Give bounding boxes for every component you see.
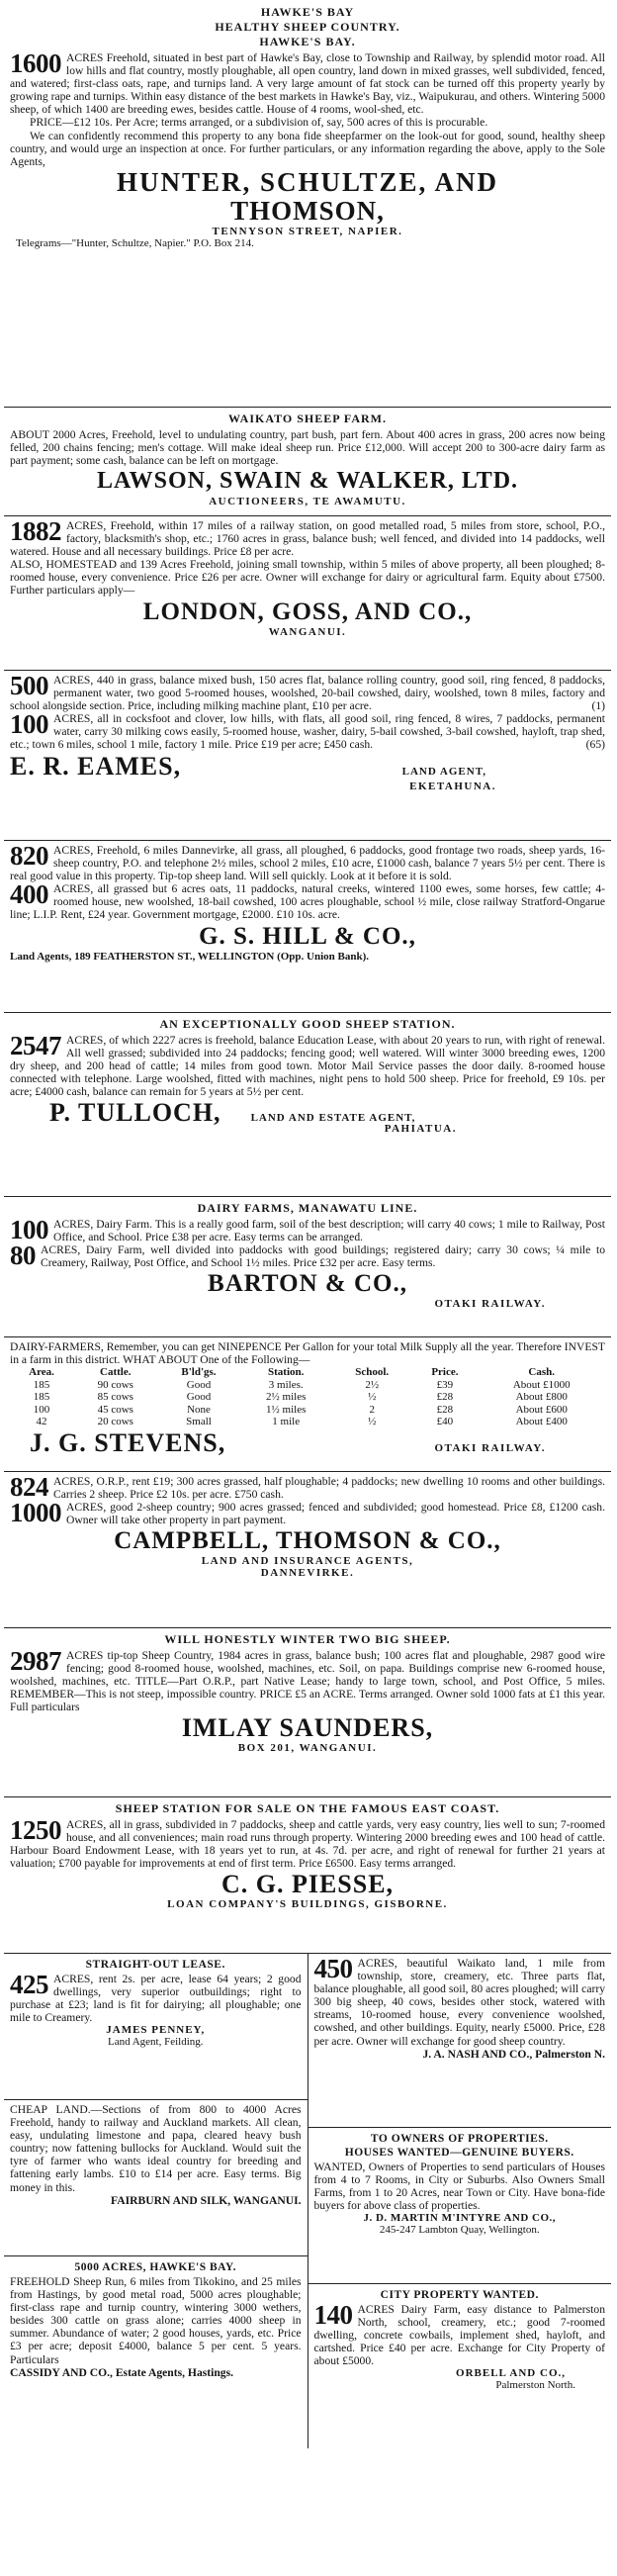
ad-header: WAIKATO SHEEP FARM. <box>227 412 388 425</box>
acreage: 820 <box>10 841 48 871</box>
table-cell: 90 cows <box>97 1378 133 1391</box>
ad-intro: DAIRY-FARMERS, Remember, you can get NINEPENCE Per Gallon for your total Milk Supply all the year. Therefore INVEST in a farm in this district. WHAT ABOUT One of the Following— <box>10 1340 605 1367</box>
ad-header: TO OWNERS OF PROPERTIES. <box>370 2133 549 2145</box>
ad-header: SHEEP STATION FOR SALE ON THE FAMOUS EAST COAST. <box>115 1801 500 1815</box>
ad-hawkes-bay <box>4 2 611 407</box>
agent-name: IMLAY SAUNDERS, <box>181 1713 434 1743</box>
ad-text: ACRES, all in cocksfoot and clover, low hills, with flats, all good soil, ring fenced, 8 wires, 7 paddocks, permanent water, carry 30 milking cows easily, 5-roomed house, washer, dairy, 5-bail cowshed, 3-bail cowshed, hayloft, trap shed, etc.; town 6 miles, school 1 mile, factory 1 mile. Price £19 per acre; £450 cash. <box>10 712 605 752</box>
table-cell: £28 <box>436 1403 454 1416</box>
ad-cassidy <box>4 2255 308 2441</box>
ad-nash <box>308 1954 612 2127</box>
ad-text: ACRES Freehold, situated in best part of Hawke's Bay, close to Township and Railway, by splendid motor road. All low hills and flat country, mostly ploughable, all open country, land down in mixed grasses, well subdivided, fenced, and watered; first-class oats, rape, and turnips land. A very large amount of fat stock can be turned off this property yearly by growing rape and turnips. Within easy distance of the best markets in Hawke's Bay, viz., Waipukurau, and others. Wintering 5000 sheep, of which 1400 are breeding ewes, besides cattle. House of 4 rooms, wool-shed, etc. <box>10 51 605 117</box>
ad-campbell-thomson <box>4 1471 611 1627</box>
table-cell: Small <box>186 1416 212 1428</box>
agent-name: BARTON & CO., <box>208 1270 407 1298</box>
agent-name: P. TULLOCH, <box>49 1098 221 1128</box>
agent-name: HUNTER, SCHULTZE, AND <box>116 166 499 197</box>
ad-stevens <box>4 1336 611 1471</box>
table-cell: About £1000 <box>512 1378 571 1391</box>
ad-text: ACRES tip-top Sheep Country, 1984 acres in grass, balance bush; 100 acres flat and ploughable, 2987 good wire fencing; good 8-roomed house, woolshed, machines, etc. Soil, on papa. Buildings comprise new 6-roomed house, woolshed, machines, etc. TITLE—Part O.R.P., part Native Lease; handy to large town, school, and Post Office, 5 miles. REMEMBER—This is not steep, impossible country. PRICE £5 an ACRE. Terms arranged. Owner sold 1000 fats at £1 this year. Full particulars <box>10 1649 605 1714</box>
column-header: B'ld'gs. <box>181 1366 217 1379</box>
acreage: 1600 <box>10 48 61 78</box>
ad-price: PRICE—£12 10s. Per Acre; terms arranged, or a subdivision of, say, 500 acres of this is procurable. <box>30 116 488 130</box>
ad-header: 5000 ACRES, HAWKE'S BAY. <box>74 2261 237 2273</box>
ad-text: ACRES, 440 in grass, balance mixed bush, 150 acres flat, balance rolling country, good soil, ring fenced, 8 paddocks, permanent water, two good 5-roomed houses, woolshed, 20-bail cowshed, dairy, woolshed, town 8 miles, factory and school alongside section. Price, including milking machine plant, £10 per acre. <box>10 674 605 713</box>
table-cell: ½ <box>368 1416 377 1428</box>
ad-orbell <box>308 2283 612 2448</box>
table-cell: 185 <box>33 1378 50 1391</box>
ad-gs-hill <box>4 840 611 1012</box>
table-cell: 20 cows <box>97 1416 133 1428</box>
ad-text: ACRES, of which 2227 acres is freehold, balance Education Lease, with about 20 years to run, with right of renewal. All well grassed; subdivided into 24 paddocks; fencing good; well watered. Will winter 3000 breeding ewes, 1200 dry sheep, and 200 head of cattle; 14 miles from good town. Motor Mail Service passes the door daily. 8-roomed house connected with telephone. Large woolshed, fitted with machines, night pens to hold 500 sheep. Price for freehold, £9 10s. per acre; £4000 cash, balance can remain for 5 years at 5½ per cent. <box>10 1034 605 1099</box>
table-cell: None <box>187 1403 211 1416</box>
column-header: Price. <box>431 1366 459 1379</box>
agent-address: OTAKI RAILWAY. <box>434 1298 546 1311</box>
ad-body <box>10 1472 605 1502</box>
table-cell: 2 <box>369 1403 375 1416</box>
ad-text: ACRES, O.R.P., rent £19; 300 acres grassed, half ploughable; 4 paddocks; new dwelling 10 rooms and other buildings. Carries 2 sheep. Price £2 10s. per acre. £750 cash. <box>53 1475 605 1502</box>
table-row <box>10 1416 605 1428</box>
agent-address: BOX 201, WANGANUI. <box>237 1742 378 1755</box>
ad-text: ACRES, all in grass, subdivided in 7 paddocks, sheep and cattle yards, very easy country, lies well to sun; 7-roomed house, and all conveniences; main road runs through property. Wintering 2000 breeding ewes and 100 head of cattle. Harbour Board Endowment Lease, with 18 years yet to run, at 4s. 7d. per acre, and right of renewal for further 21 years at valuation; £700 payable for improvements at end of first term. Price £6500. Easy terms arranged. <box>10 1818 605 1871</box>
agent-address: WANGANUI. <box>268 625 347 638</box>
acreage: 450 <box>313 1954 353 1983</box>
acreage: 425 <box>10 1970 48 1999</box>
agent-name: CAMPBELL, THOMSON & CO., <box>114 1527 501 1555</box>
ad-header: HAWKE'S BAY <box>260 5 355 19</box>
ad-text: ACRES, Freehold, within 17 miles of a railway station, on good metalled road, 5 miles from store, school, P.O., factory, blacksmith's shop, etc.; 1760 acres in grass, balance bush; well fenced, and divided into 14 paddocks, well watered. House and all necessary buildings. Price £8 per acre. <box>10 519 605 559</box>
agent-address: EKETAHUNA. <box>409 780 496 792</box>
ad-text: FREEHOLD Sheep Run, 6 miles from Tikokino, and 25 miles from Hastings, by good metal road, 5000 acres ploughable; first-class rape and turnip country, wintering 3000 wethers, besides 300 cattle on grass alone; carries 4000 sheep in summer. Abundance of water; 2 good houses, yards, etc. Price £3 per acre; deposit £4000, balance 5 per cent. 5 years. Particulars <box>10 2275 302 2366</box>
ad-piesse <box>4 1796 611 1953</box>
agent-name: C. G. PIESSE, <box>220 1870 395 1899</box>
agent-name: LONDON, GOSS, AND CO., <box>142 598 473 625</box>
ad-tulloch <box>4 1012 611 1196</box>
agent-address: PAHIATUA. <box>384 1123 457 1136</box>
agent-name: J. G. STEVENS, <box>30 1427 226 1457</box>
ad-body <box>10 516 605 559</box>
table-cell: 185 <box>33 1391 50 1404</box>
ad-waikato-sheep-farm <box>4 407 611 515</box>
table-cell: 85 cows <box>97 1391 133 1404</box>
farm-table <box>10 1366 605 1428</box>
table-cell: 2½ miles <box>266 1391 307 1404</box>
ad-text: ACRES, Freehold, 6 miles Dannevirke, all grass, all ploughed, 6 paddocks, good frontage two roads, sheep yards, 16-sheep country, P.O. and telephone 2½ miles, school 2 miles, £10 acre, £1000 cash, balance 7 years 5½ per cent. There is real good value in this property. Tip-top sheep land. Will sell quickly. Look at it before it is sold. <box>10 844 605 883</box>
ad-body <box>10 841 605 883</box>
left-column <box>4 1954 308 2448</box>
agent-role: LAND AND INSURANCE AGENTS, <box>201 1555 414 1568</box>
table-row <box>10 1404 605 1417</box>
table-cell: £40 <box>436 1416 454 1428</box>
column-header: Area. <box>29 1366 54 1379</box>
agent-address: LOAN COMPANY'S BUILDINGS, GISBORNE. <box>167 1898 448 1911</box>
table-cell: 45 cows <box>97 1403 133 1416</box>
agent-name: THOMSON, <box>230 195 385 226</box>
ad-body <box>10 1031 605 1099</box>
ad-body <box>10 48 605 117</box>
acreage: 1250 <box>10 1815 61 1845</box>
table-cell: 100 <box>33 1403 50 1416</box>
column-header: Cattle. <box>100 1366 132 1379</box>
agent-block <box>10 1428 605 1457</box>
table-cell: £39 <box>436 1378 454 1391</box>
acreage: 2987 <box>10 1646 61 1676</box>
ad-text: ACRES, Dairy Farm. This is a really good farm, soil of the best description; will carry 40 cows; 1 mile to Railway, Post Office, and School. Price £38 per acre. Easy terms can be arranged. <box>53 1218 605 1244</box>
acreage: 80 <box>10 1241 36 1271</box>
ad-body <box>313 1954 606 2048</box>
ad-tag: (1) <box>591 699 605 713</box>
agent-name: G. S. HILL & CO., <box>199 922 416 950</box>
ad-london-goss <box>4 515 611 670</box>
ad-penney <box>4 1954 308 2099</box>
ad-header: WILL HONESTLY WINTER TWO BIG SHEEP. <box>164 1632 451 1646</box>
table-cell: About £400 <box>515 1416 568 1428</box>
acreage: 400 <box>10 879 48 910</box>
ad-text: ACRES, Dairy Farm, well divided into paddocks with good buildings; registered dairy; carry 30 cows; ¼ mile to Creamery, Railway, Post Office, and School 1½ miles. Price £32 per acre. Easy terms. <box>41 1243 605 1270</box>
agent-name: E. R. EAMES, <box>10 751 182 781</box>
table-cell: 3 miles. <box>268 1378 304 1391</box>
ad-body <box>10 1498 605 1528</box>
column-header: Cash. <box>528 1366 555 1379</box>
acreage: 1882 <box>10 516 61 546</box>
column-header: Station. <box>268 1366 305 1379</box>
table-cell: £28 <box>436 1391 454 1404</box>
table-cell: About £800 <box>515 1391 568 1404</box>
ad-header: STRAIGHT-OUT LEASE. <box>85 1959 225 1971</box>
acreage: 1000 <box>10 1498 61 1528</box>
acreage: 100 <box>10 709 48 740</box>
agent-address: Land Agent, Feilding. <box>107 2036 204 2049</box>
ad-text: CHEAP LAND.—Sections of from 800 to 4000 Acres Freehold, handy to railway and Auckland markets. All clean, easy, undulating limestone and papa, cleared heavy bush country; now fattening bullocks for Auckland. Would suit the tyre of farmer who wants ideal country for breeding and fattening early lambs. £10 to £14 per acre. Easy terms. Big money in this. <box>10 2103 302 2194</box>
table-cell: Good <box>186 1391 212 1404</box>
agent-name: J. A. NASH AND CO., Palmerston N. <box>422 2047 605 2061</box>
agent-name: JAMES PENNEY, <box>106 2024 206 2037</box>
agent-address: OTAKI RAILWAY. <box>434 1441 546 1454</box>
ad-body <box>10 1215 605 1244</box>
table-header-row <box>10 1366 605 1379</box>
agent-address: AUCTIONEERS, TE AWAMUTU. <box>209 496 406 508</box>
agent-telegrams: Telegrams—"Hunter, Schultze, Napier." P.O. Box 214. <box>16 236 254 249</box>
newspaper-page <box>4 2 611 2572</box>
agent-address: 245-247 Lambton Quay, Wellington. <box>379 2224 540 2237</box>
ad-header: HEALTHY SHEEP COUNTRY. <box>215 20 400 34</box>
table-cell: 2½ <box>365 1378 380 1391</box>
ad-body <box>10 709 605 752</box>
table-row <box>10 1391 605 1404</box>
ad-text: ACRES Dairy Farm, easy distance to Palmerston North, school, creamery, etc.; good 7-roomed dwelling, concrete cowbails, implement shed, hayloft, and cartshed. Price £40 per acre. Exchange for City Property of about £5000. <box>313 2303 605 2368</box>
right-column <box>308 1954 612 2448</box>
agent-name: CASSIDY AND CO., Estate Agents, Hastings. <box>10 2365 233 2379</box>
ad-body <box>10 1646 605 1714</box>
ad-header: HAWKE'S BAY. <box>259 35 356 48</box>
agent-address: TENNYSON STREET, NAPIER. <box>212 225 403 237</box>
ad-imlay-saunders <box>4 1627 611 1796</box>
acreage: 500 <box>10 671 48 700</box>
agent-address: Palmerston North. <box>495 2379 575 2392</box>
acreage: 824 <box>10 1472 48 1502</box>
ad-body <box>313 2300 606 2368</box>
ad-mcintyre <box>308 2127 612 2283</box>
acreage: 140 <box>313 2300 353 2330</box>
ad-body <box>10 671 605 713</box>
ad-text: WANTED, Owners of Properties to send particulars of Houses from 4 to 7 Rooms, in City or Suburbs. Also Owners Small Farms, from 1 to 20 Acres, near Town or City. Have bona-fide buyers for above class of properties. <box>313 2161 605 2213</box>
agent-block <box>10 1098 605 1127</box>
ad-recommend: We can confidently recommend this property to any bona fide sheepfarmer on the look-out for good, sound, healthy sheep country, and would urge an inspection at once. For further particulars, or any information regarding the above, apply to the Sole Agents, <box>10 129 605 168</box>
table-cell: 42 <box>36 1416 47 1428</box>
ad-text: ACRES, rent 2s. per acre, lease 64 years; 2 good dwellings, very superior outbuildings; right to purchase at £23; land is fit for dairying; all ploughable; one mile to Creamery. <box>10 1973 302 2025</box>
column-header: School. <box>355 1366 390 1379</box>
ad-body <box>10 1243 605 1269</box>
ad-header: AN EXCEPTIONALLY GOOD SHEEP STATION. <box>159 1017 456 1031</box>
agent-block <box>10 752 605 781</box>
agent-name: J. D. MARTIN M'INTYRE AND CO., <box>363 2212 557 2225</box>
agent-role: LAND AND ESTATE AGENT, <box>250 1112 416 1125</box>
ad-fairburn-silk <box>4 2099 308 2255</box>
acreage: 2547 <box>10 1031 61 1060</box>
table-cell: 1 mile <box>272 1416 301 1428</box>
ad-tag: (65) <box>585 738 605 752</box>
ad-header: DAIRY FARMS, MANAWATU LINE. <box>197 1201 418 1215</box>
table-cell: About £600 <box>515 1403 568 1416</box>
agent-role: LAND AGENT, <box>401 765 486 778</box>
ad-text: ABOUT 2000 Acres, Freehold, level to undulating country, part bush, part fern. About 400 acres in grass, 200 acres now being felled, 200 chains fencing; men's cottage. Will make ideal sheep run. Price £12,000. Will accept 200 to 300-acre dairy farm as part payment; some cash, balance can be left on mortgage. <box>10 428 605 468</box>
table-row <box>10 1379 605 1392</box>
acreage: 100 <box>10 1215 48 1244</box>
agent-address: DANNEVIRKE. <box>260 1567 355 1580</box>
table-cell: ½ <box>368 1391 377 1404</box>
agent-name: LAWSON, SWAIN & WALKER, LTD. <box>96 468 519 495</box>
ad-body <box>10 1970 302 2025</box>
table-cell: Good <box>186 1378 212 1391</box>
ad-header: HOUSES WANTED—GENUINE BUYERS. <box>344 2147 574 2159</box>
ad-eames <box>4 670 611 840</box>
ad-text: ACRES, all grassed but 6 acres oats, 11 paddocks, natural creeks, wintered 1100 ewes, some horses, few cattle; 4-roomed house, new woolshed, 18-bail cowshed, 100 acres ploughable, school ½ mile, close railway Stratford-Ongarue line; L.I.P. Rent, £24 year. Government mortgage, £2000. £10 10s. acre. <box>10 882 605 922</box>
agent-name: FAIRBURN AND SILK, WANGANUI. <box>110 2193 302 2207</box>
agent-name: ORBELL AND CO., <box>456 2367 566 2380</box>
ad-text: ACRES, beautiful Waikato land, 1 mile from township, store, creamery, etc. Three parts flat, balance ploughable, all good soil, 80 acres ploughed; will carry 300 big sheep, 40 cows, besides other stock, watered with streams, 10-roomed house, every convenience woolshed, cowshed, and other buildings. Equity, nearly £5000. Price, £28 per acre. Owner will exchange for good sheep country. <box>313 1957 605 2048</box>
agent-address: Land Agents, 189 FEATHERSTON ST., WELLINGTON (Opp. Union Bank). <box>10 950 370 963</box>
ad-text: ALSO, HOMESTEAD and 139 Acres Freehold, joining small township, within 5 miles of above property, all been ploughed; 8-roomed house, every convenience. Price £26 per acre. Owner will exchange for dairy or agricultural farm. Equity about £7500. Further particulars apply— <box>10 558 605 598</box>
ad-body <box>10 1815 605 1871</box>
ad-header: CITY PROPERTY WANTED. <box>380 2289 539 2301</box>
ad-body <box>10 879 605 922</box>
table-cell: 1½ miles <box>266 1403 307 1416</box>
ad-text: ACRES, good 2-sheep country; 900 acres grassed; fenced and subdivided; good homestead. Price £8, £1200 cash. Owner will take other property in part payment. <box>66 1501 605 1527</box>
ad-barton <box>4 1196 611 1336</box>
two-column-section <box>4 1953 611 2448</box>
